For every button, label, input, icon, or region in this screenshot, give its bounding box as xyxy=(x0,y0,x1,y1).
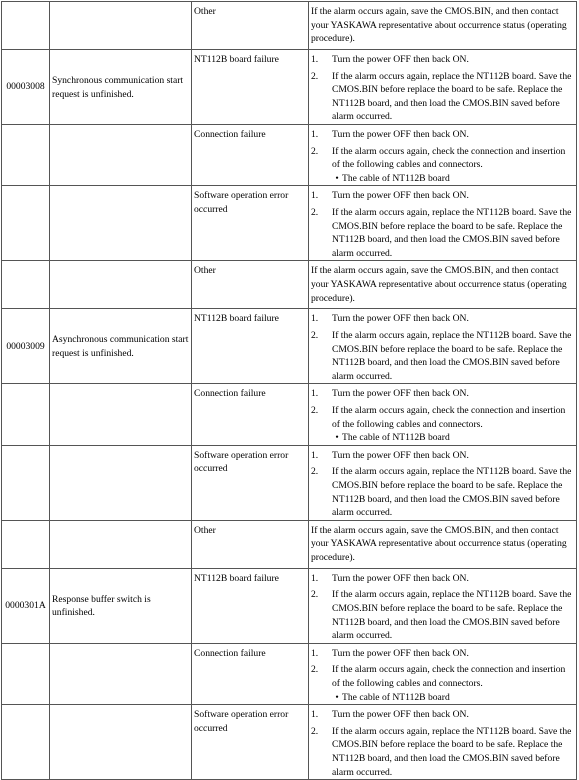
alarm-code-cell xyxy=(2,2,50,50)
remedy-cell xyxy=(309,309,577,384)
remedy-step xyxy=(311,206,574,260)
cause-cell: NT112B board failure xyxy=(192,568,309,643)
step-text: Turn the power OFF then back ON. xyxy=(332,449,469,461)
cause-cell: Other xyxy=(192,261,309,309)
step-number: 2. xyxy=(311,70,319,82)
alarm-description-cell xyxy=(50,520,192,568)
cause-cell: Software operation error occurred xyxy=(192,705,309,780)
bullet-text: The cable of NT112B board xyxy=(342,432,450,444)
remedy-cell xyxy=(309,643,577,704)
step-text: Turn the power OFF then back ON. xyxy=(332,647,469,659)
remedy-cell xyxy=(309,445,577,520)
alarm-code-cell: 00003008 xyxy=(2,50,50,125)
step-text: If the alarm occurs again, check the connection and insertion of the following cables and connectors. xyxy=(332,404,566,430)
remedy-step xyxy=(311,70,574,124)
step-text: If the alarm occurs again, replace the NT112B board. Save the CMOS.BIN before replace the board to be safe. Replace the NT112B board, and then load the CMOS.BIN saved before alarm occurred. xyxy=(332,206,572,259)
step-text: If the alarm occurs again, check the connection and insertion of the following cables and connectors. xyxy=(332,145,566,171)
remedy-text: If the alarm occurs again, save the CMOS.BIN, and then contact your YASKAWA representative about occurrence status (operating procedure). xyxy=(311,6,567,45)
table-row xyxy=(2,445,577,520)
remedy-cell xyxy=(309,705,577,780)
alarm-description-cell: Response buffer switch is unfinished. xyxy=(50,568,192,643)
remedy-step xyxy=(311,53,574,67)
step-number: 1. xyxy=(311,129,319,140)
remedy-steps xyxy=(311,128,574,185)
remedy-text: If the alarm occurs again, save the CMOS.BIN, and then contact your YASKAWA representative about occurrence status (operating procedure). xyxy=(311,265,567,304)
step-text: If the alarm occurs again, replace the NT112B board. Save the CMOS.BIN before replace the board to be safe. Replace the NT112B board, and then load the CMOS.BIN saved before alarm occurred. xyxy=(332,329,572,382)
alarm-code-cell xyxy=(2,520,50,568)
cause-cell: Connection failure xyxy=(192,643,309,704)
step-number: 1. xyxy=(311,449,319,461)
cause-cell: Connection failure xyxy=(192,125,309,186)
step-number: 2. xyxy=(311,725,319,737)
alarm-description-cell xyxy=(50,705,192,780)
step-text: If the alarm occurs again, replace the NT112B board. Save the CMOS.BIN before replace the board to be safe. Replace the NT112B board, and then load the CMOS.BIN saved before alarm occurred. xyxy=(332,725,572,778)
remedy-step xyxy=(311,647,574,661)
step-number: 1. xyxy=(311,572,319,584)
alarm-code-cell xyxy=(2,261,50,309)
step-text: If the alarm occurs again, check the connection and insertion of the following cables and connectors. xyxy=(332,664,566,689)
alarm-code-cell xyxy=(2,186,50,261)
step-number: 1. xyxy=(311,647,319,659)
remedy-steps xyxy=(311,189,574,260)
alarm-code-cell xyxy=(2,384,50,445)
remedy-step xyxy=(311,145,574,186)
cause-cell: NT112B board failure xyxy=(192,309,309,384)
remedy-cell xyxy=(309,50,577,125)
remedy-cell xyxy=(309,186,577,261)
remedy-cell xyxy=(309,261,577,309)
step-text: Turn the power OFF then back ON. xyxy=(332,190,469,202)
cause-cell: Other xyxy=(192,2,309,50)
remedy-step xyxy=(311,404,574,445)
step-number: 2. xyxy=(311,466,319,478)
table-row xyxy=(2,261,577,309)
remedy-cell xyxy=(309,125,577,186)
table-row xyxy=(2,568,577,643)
remedy-text: If the alarm occurs again, save the CMOS.BIN, and then contact your YASKAWA representative about occurrence status (operating procedure). xyxy=(311,524,567,563)
table-row xyxy=(2,705,577,780)
remedy-step xyxy=(311,663,574,704)
step-number: 2. xyxy=(311,404,319,416)
alarm-description-cell: Synchronous communication start request is unfinished. xyxy=(50,50,192,125)
step-number: 1. xyxy=(311,190,319,202)
remedy-steps xyxy=(311,53,574,124)
step-text: Turn the power OFF then back ON. xyxy=(332,313,469,325)
remedy-steps xyxy=(311,387,574,444)
alarm-description-cell xyxy=(50,125,192,186)
alarm-code-cell xyxy=(2,125,50,186)
cause-cell: Connection failure xyxy=(192,384,309,445)
bullet-item xyxy=(332,431,574,445)
step-number: 2. xyxy=(311,589,319,601)
remedy-step xyxy=(311,708,574,722)
remedy-step xyxy=(311,189,574,203)
remedy-cell xyxy=(309,520,577,568)
step-number: 1. xyxy=(311,709,319,721)
alarm-description-cell xyxy=(50,384,192,445)
alarm-description-cell xyxy=(50,261,192,309)
table-row xyxy=(2,384,577,445)
step-text: If the alarm occurs again, replace the NT112B board. Save the CMOS.BIN before replace the board to be safe. Replace the NT112B board, and then load the CMOS.BIN saved before alarm occurred. xyxy=(332,70,572,123)
table-row xyxy=(2,50,577,125)
alarm-code-cell: 0000301A xyxy=(2,568,50,643)
remedy-steps xyxy=(311,572,574,643)
step-number: 2. xyxy=(311,206,319,218)
step-text: If the alarm occurs again, replace the NT112B board. Save the CMOS.BIN before replace the board to be safe. Replace the NT112B board, and then load the CMOS.BIN saved before alarm occurred. xyxy=(332,466,572,519)
step-text: Turn the power OFF then back ON. xyxy=(332,54,469,65)
step-number: 2. xyxy=(311,145,319,157)
remedy-step xyxy=(311,128,574,142)
bullet-text: The cable of NT112B board xyxy=(342,691,450,703)
remedy-cell xyxy=(309,2,577,50)
step-number: 1. xyxy=(311,54,319,65)
step-text: Turn the power OFF then back ON. xyxy=(332,709,469,721)
remedy-step xyxy=(311,387,574,401)
table-row xyxy=(2,186,577,261)
remedy-steps xyxy=(311,708,574,779)
remedy-step xyxy=(311,449,574,463)
alarm-table xyxy=(1,1,577,780)
alarm-code-cell xyxy=(2,643,50,704)
alarm-code-cell xyxy=(2,705,50,780)
step-text: Turn the power OFF then back ON. xyxy=(332,129,469,140)
table-row xyxy=(2,125,577,186)
alarm-code-cell: 00003009 xyxy=(2,309,50,384)
remedy-step xyxy=(311,329,574,383)
remedy-steps xyxy=(311,647,574,704)
bullet-icon: • xyxy=(335,691,339,703)
remedy-step xyxy=(311,588,574,642)
table-row xyxy=(2,643,577,704)
alarm-table-body xyxy=(2,2,577,780)
remedy-steps xyxy=(311,312,574,383)
alarm-code-cell xyxy=(2,445,50,520)
bullet-icon: • xyxy=(335,432,339,444)
step-number: 2. xyxy=(311,664,319,676)
alarm-description-cell xyxy=(50,445,192,520)
table-row xyxy=(2,2,577,50)
cause-cell: Software operation error occurred xyxy=(192,445,309,520)
bullet-item xyxy=(332,691,574,705)
bullet-text: The cable of NT112B board xyxy=(342,172,450,184)
step-number: 1. xyxy=(311,388,319,400)
remedy-cell xyxy=(309,384,577,445)
step-text: Turn the power OFF then back ON. xyxy=(332,388,469,400)
alarm-description-cell xyxy=(50,2,192,50)
remedy-step xyxy=(311,465,574,519)
cause-cell: Software operation error occurred xyxy=(192,186,309,261)
remedy-step xyxy=(311,572,574,586)
bullet-icon: • xyxy=(335,172,339,184)
step-number: 1. xyxy=(311,313,319,325)
remedy-steps xyxy=(311,449,574,520)
alarm-description-cell xyxy=(50,186,192,261)
step-text: If the alarm occurs again, replace the NT112B board. Save the CMOS.BIN before replace the board to be safe. Replace the NT112B board, and then load the CMOS.BIN saved before alarm occurred. xyxy=(332,589,572,642)
step-text: Turn the power OFF then back ON. xyxy=(332,572,469,584)
step-number: 2. xyxy=(311,329,319,341)
remedy-cell xyxy=(309,568,577,643)
remedy-step xyxy=(311,725,574,779)
alarm-description-cell: Asynchronous communication start request is unfinished. xyxy=(50,309,192,384)
bullet-item xyxy=(332,172,574,186)
table-row xyxy=(2,309,577,384)
cause-cell: Other xyxy=(192,520,309,568)
remedy-step xyxy=(311,312,574,326)
cause-cell: NT112B board failure xyxy=(192,50,309,125)
table-row xyxy=(2,520,577,568)
alarm-description-cell xyxy=(50,643,192,704)
